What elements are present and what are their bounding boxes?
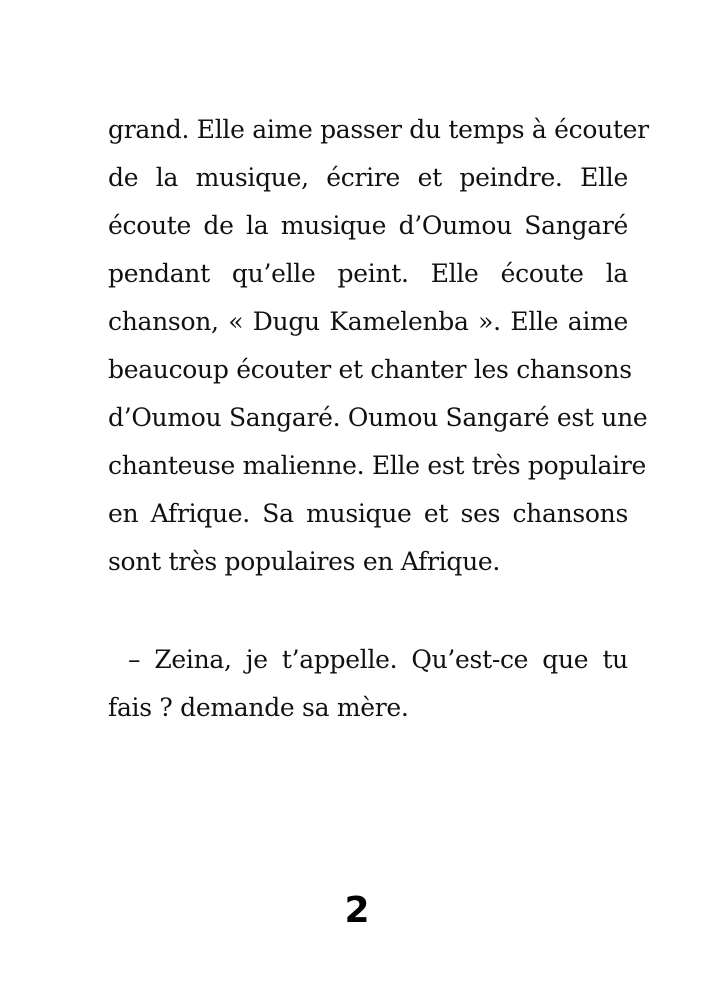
- text-line: chanson, « Dugu Kamelenba ». Elle aime: [108, 307, 628, 336]
- text-line: fais ? demande sa mère.: [108, 693, 409, 722]
- text-line: chanteuse malienne. Elle est très populaire: [108, 451, 646, 480]
- text-line: écoute de la musique d’Oumou Sangaré: [108, 211, 628, 240]
- text-line: beaucoup écouter et chanter les chansons: [108, 355, 632, 384]
- text-line: – Zeina, je t’appelle. Qu’est-ce que tu: [128, 645, 628, 674]
- text-line: de la musique, écrire et peindre. Elle: [108, 163, 628, 192]
- paragraph-narration: [108, 106, 649, 586]
- text-line: sont très populaires en Afrique.: [108, 547, 501, 576]
- text-line: grand. Elle aime passer du temps à écouter: [108, 115, 649, 144]
- text-line: pendant qu’elle peint. Elle écoute la: [108, 259, 628, 288]
- text-line: en Afrique. Sa musique et ses chansons: [108, 499, 628, 528]
- paragraph-dialogue: [108, 636, 628, 732]
- page-number: 2: [344, 890, 370, 931]
- text-line: d’Oumou Sangaré. Oumou Sangaré est une: [108, 403, 648, 432]
